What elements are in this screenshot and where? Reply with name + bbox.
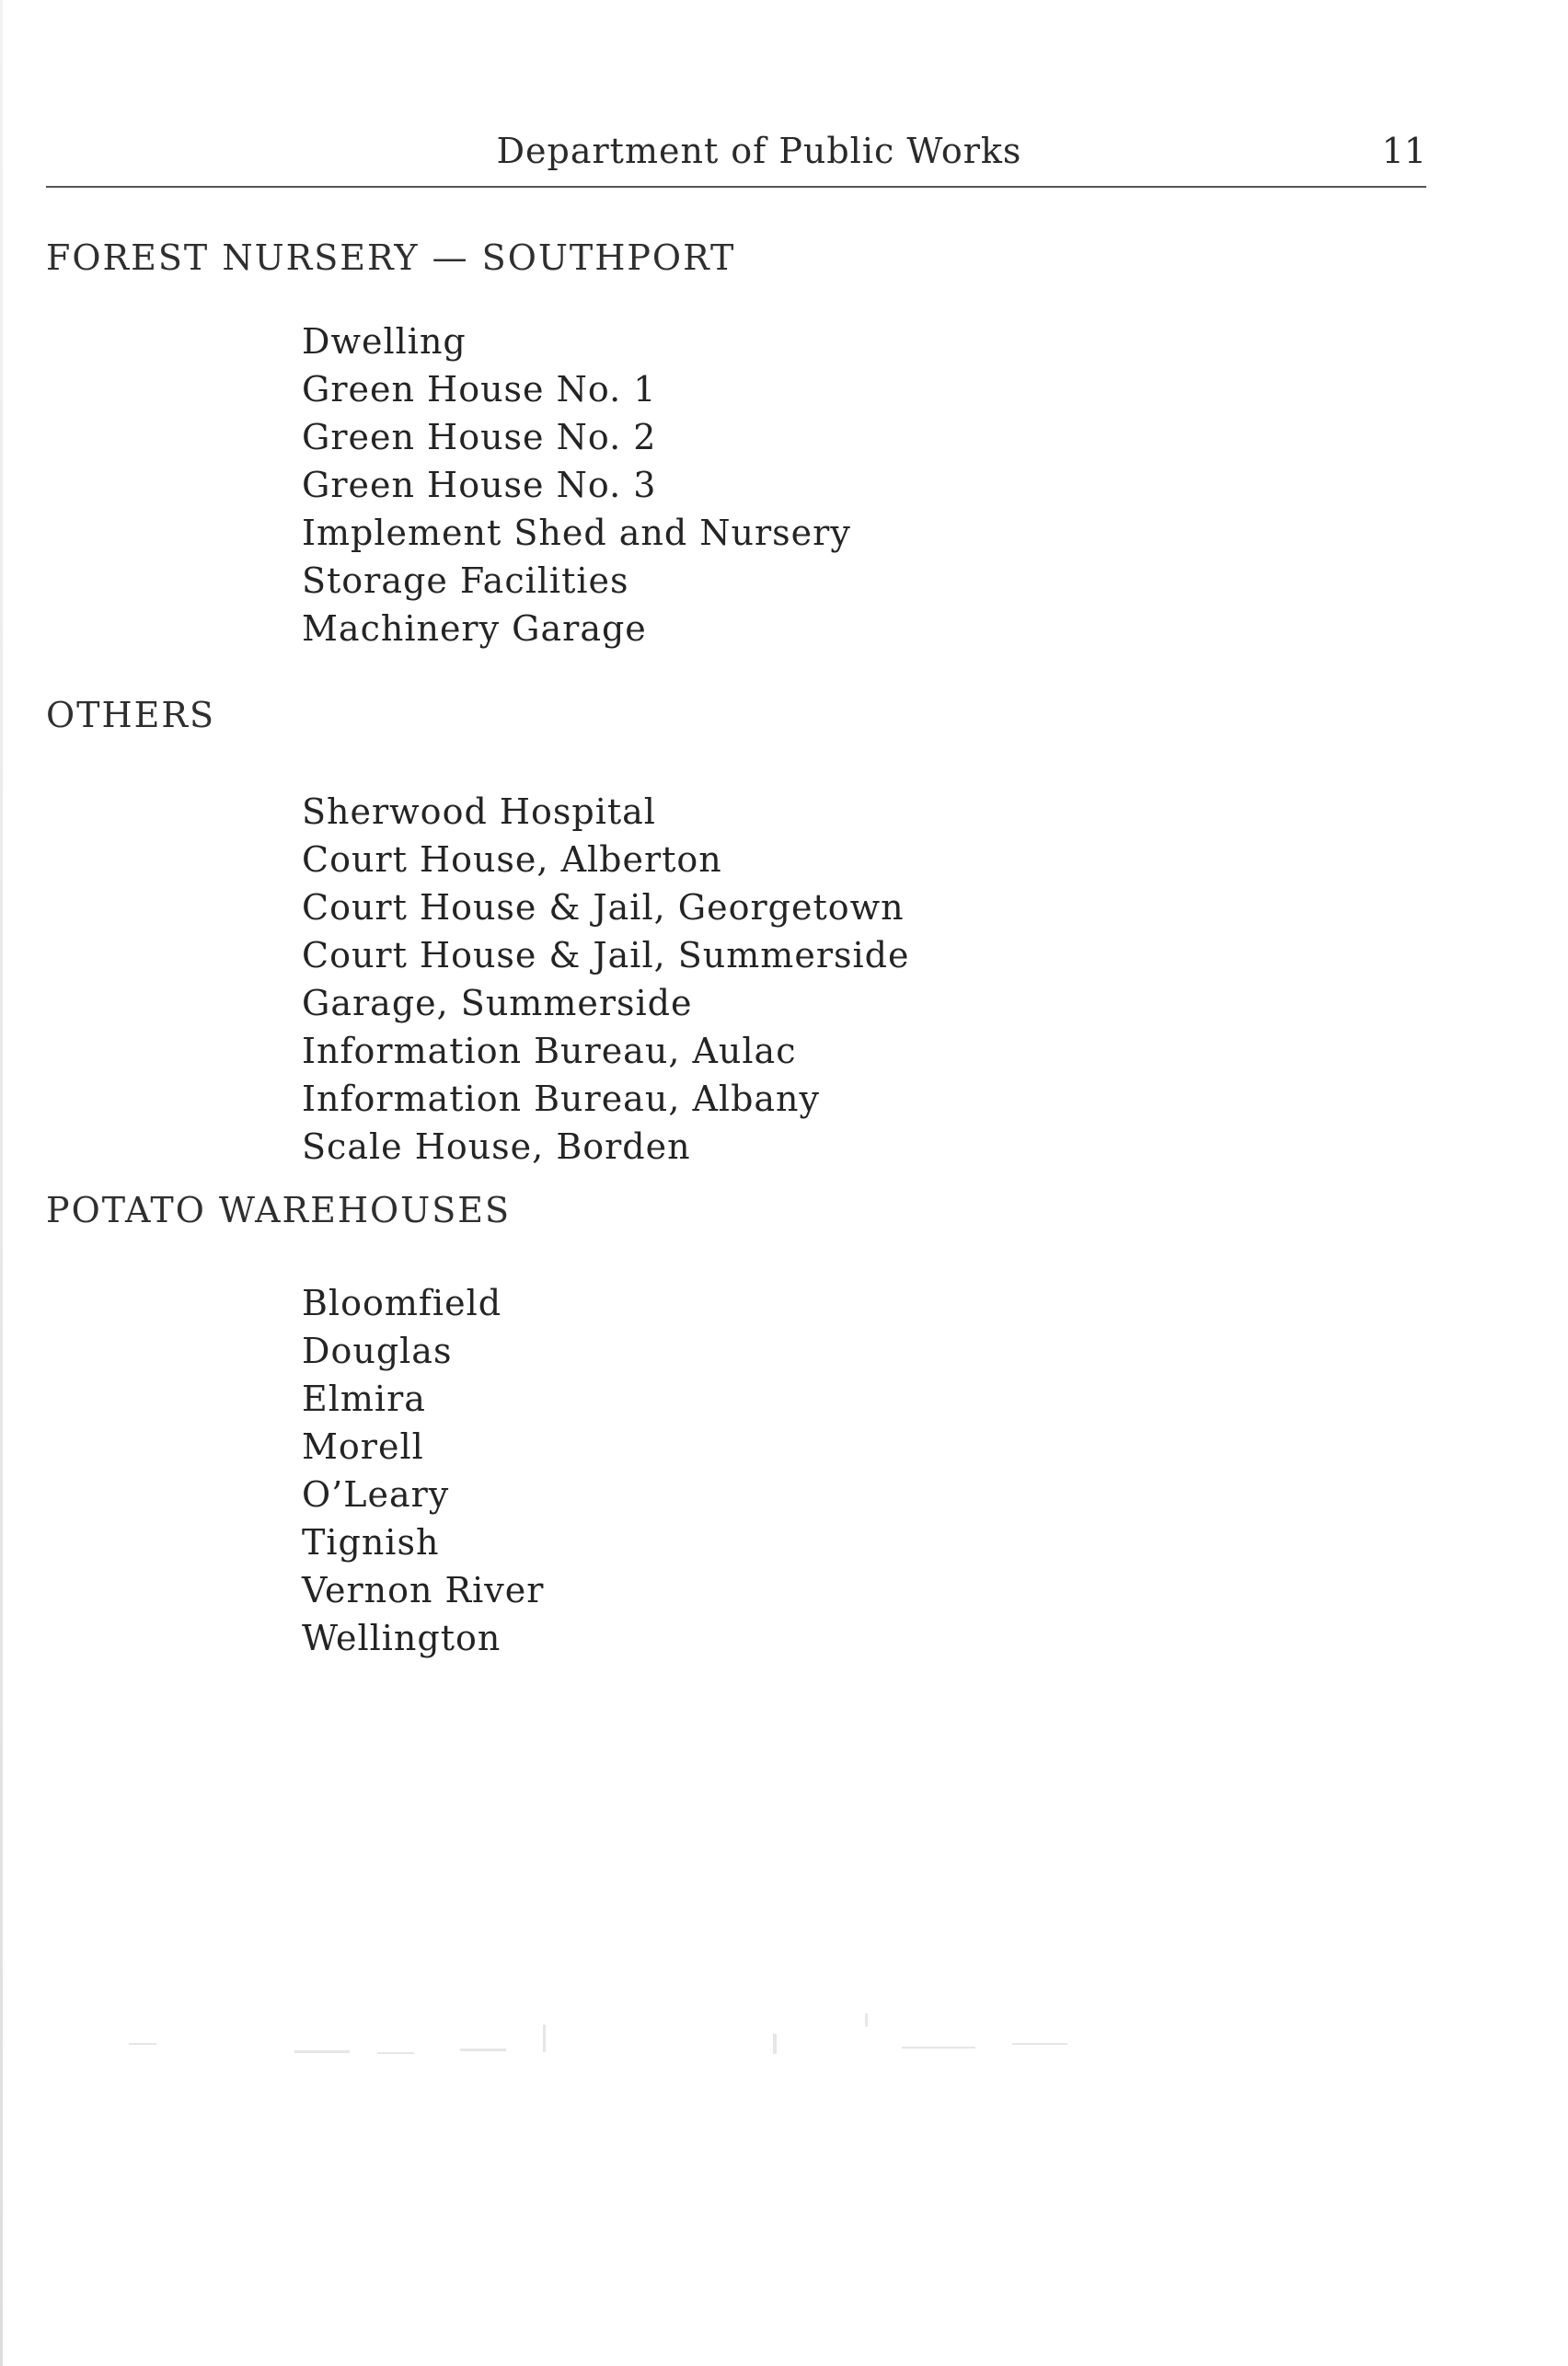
section-others xyxy=(46,694,1334,1171)
list-item: Green House No. 1 xyxy=(302,369,657,410)
list-item: Dwelling xyxy=(302,321,467,362)
item-list xyxy=(46,1279,1334,1662)
page-number: 11 xyxy=(1381,131,1426,171)
list-item: Storage Facilities xyxy=(302,560,629,601)
list-item: Information Bureau, Albany xyxy=(302,1079,820,1119)
section-forest-nursery xyxy=(46,237,1334,652)
section-heading: OTHERS xyxy=(46,695,216,735)
bleed-through-marks xyxy=(110,2006,1215,2071)
list-item: Court House & Jail, Georgetown xyxy=(302,887,905,928)
list-item: Scale House, Borden xyxy=(302,1126,691,1167)
list-item: Court House, Alberton xyxy=(302,839,722,880)
list-item: Garage, Summerside xyxy=(302,983,693,1023)
section-heading: POTATO WAREHOUSES xyxy=(46,1190,512,1230)
list-item: Information Bureau, Aulac xyxy=(302,1031,797,1071)
header-title: Department of Public Works xyxy=(496,131,1022,171)
header-rule xyxy=(46,186,1426,188)
section-heading: FOREST NURSERY — SOUTHPORT xyxy=(46,237,736,278)
section-potato-warehouses xyxy=(46,1189,1334,1662)
list-item: Bloomfield xyxy=(302,1283,502,1323)
list-item: Implement Shed and Nursery xyxy=(302,513,851,553)
item-list xyxy=(46,788,1334,1171)
list-item: Green House No. 3 xyxy=(302,465,657,505)
list-item: Machinery Garage xyxy=(302,608,647,649)
running-header xyxy=(46,131,1426,186)
list-item: Tignish xyxy=(302,1522,440,1563)
list-item: Morell xyxy=(302,1426,424,1467)
list-item: Sherwood Hospital xyxy=(302,791,656,832)
list-item: Court House & Jail, Summerside xyxy=(302,935,910,975)
list-item: Elmira xyxy=(302,1379,426,1419)
scan-edge-shadow xyxy=(0,0,3,2366)
list-item: O’Leary xyxy=(302,1474,450,1515)
list-item: Wellington xyxy=(302,1618,502,1658)
list-item: Green House No. 2 xyxy=(302,417,657,457)
item-list xyxy=(46,317,1334,652)
list-item: Douglas xyxy=(302,1331,453,1371)
list-item: Vernon River xyxy=(302,1570,545,1610)
